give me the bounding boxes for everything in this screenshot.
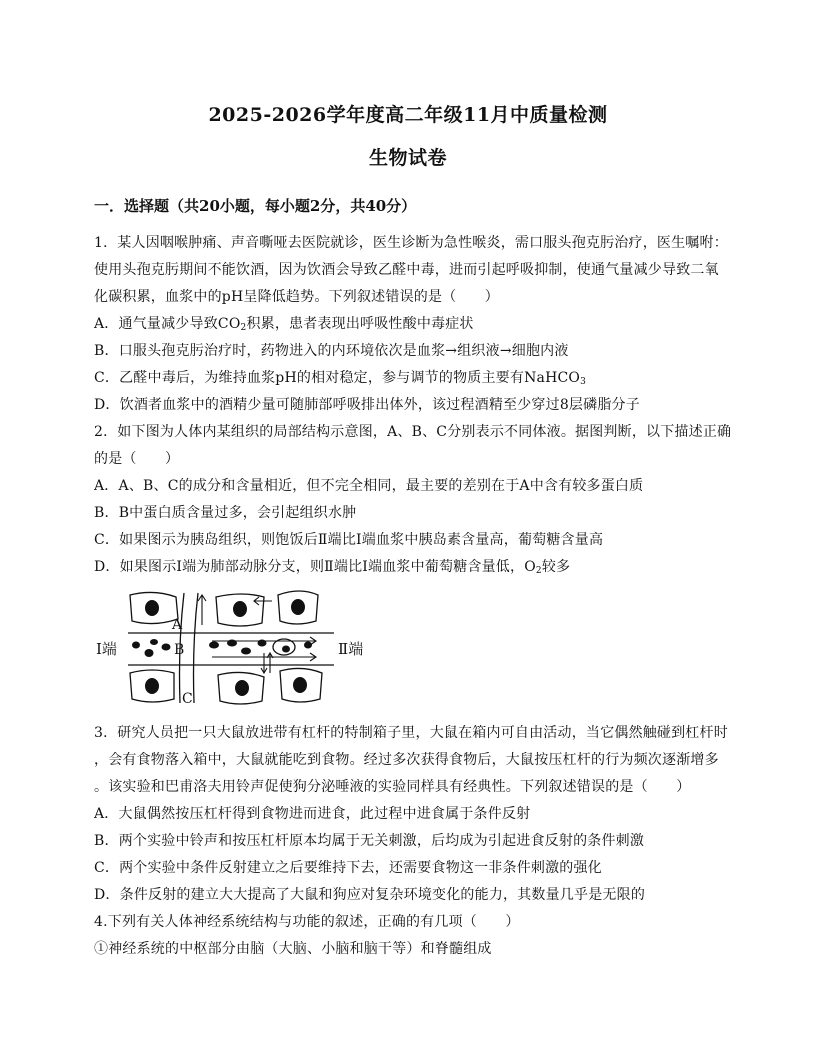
q2-option-d [94, 556, 734, 576]
lower-cell-1-nucleus [145, 678, 159, 694]
q2-option-a: A．A、B、C的成分和含量相近，但不完全相同，最主要的差别在于A中含有较多蛋白质 [94, 478, 644, 494]
q1-option-c [94, 367, 734, 387]
q3-option-a: A．大鼠偶然按压杠杆得到食物进而进食，此过程中进食属于条件反射 [94, 806, 531, 822]
blood-cell-5 [209, 642, 219, 649]
lymph-vessel-right-wall [194, 593, 199, 703]
q3-stem-line-1: 3．研究人员把一只大鼠放进带有杠杆的特制箱子里，大鼠在箱内可自由活动，当它偶然触碰到杠杆时 [94, 725, 728, 741]
blood-cell-9 [282, 646, 290, 653]
q3-option-d: D．条件反射的建立大大提高了大鼠和狗应对复杂环境变化的能力，其数量几乎是无限的 [94, 887, 646, 903]
q4-stem: 4.下列有关人体神经系统结构与功能的叙述，正确的有几项（ ） [94, 914, 520, 930]
tissue-structure-diagram [94, 585, 374, 713]
q2-option-d-text: D．如果图示Ⅰ端为肺部动脉分支，则Ⅱ端比Ⅰ端血浆中葡萄糖含量低，O [94, 559, 536, 575]
q2-option-d-subscript: 2 [535, 566, 542, 576]
blood-cell-1 [132, 642, 140, 649]
q1-option-a-subscript: 2 [240, 323, 247, 333]
section-heading: 一．选择题（共20小题，每小题2分，共40分） [94, 197, 417, 215]
label-end-ii: Ⅱ端 [338, 640, 364, 658]
q1-stem-line-1: 1．某人因咽喉肿痛、声音嘶哑去医院就诊，医生诊断为急性喉炎，需口服头孢克肟治疗，医生嘱咐： [94, 235, 728, 251]
label-a: A [172, 617, 183, 633]
q1-option-a-text: A．通气量减少导致CO [94, 316, 241, 332]
lower-cell-3-nucleus [293, 677, 307, 693]
label-b: B [174, 642, 185, 658]
lower-cell-2-nucleus [235, 680, 249, 696]
exam-subtitle: 生物试卷 [368, 147, 447, 169]
upper-cell-1-nucleus [145, 600, 159, 616]
blood-cell-3 [145, 649, 154, 657]
label-c: C [182, 691, 193, 707]
q2-option-c: C．如果图示为胰岛组织，则饱饭后Ⅱ端比Ⅰ端血浆中胰岛素含量高，葡萄糖含量高 [94, 532, 604, 548]
exam-title: 2025-2026学年度高二年级11月中质量检测 [208, 104, 608, 126]
q1-option-b: B．口服头孢克肟治疗时，药物进入的内环境依次是血浆→组织液→细胞内液 [94, 343, 569, 359]
blood-cell-7 [241, 648, 251, 655]
q1-option-c-text: C．乙醛中毒后，为维持血浆pH的相对稳定，参与调节的物质主要有NaHCO [94, 370, 581, 386]
q2-stem-line-1: 2．如下图为人体内某组织的局部结构示意图，A、B、C分别表示不同体液。据图判断，以下描述正确 [94, 424, 732, 440]
q3-option-b: B．两个实验中铃声和按压杠杆原本均属于无关刺激，后均成为引起进食反射的条件刺激 [94, 833, 645, 849]
upper-cell-3-nucleus [291, 599, 305, 615]
q1-option-a [94, 313, 734, 333]
q3-stem-line-3: 。该实验和巴甫洛夫用铃声促使狗分泌唾液的实验同样具有经典性。下列叙述错误的是（ ） [94, 779, 691, 795]
q1-option-c-subscript: 3 [580, 377, 587, 387]
q1-stem-line-2: 使用头孢克肟期间不能饮酒，因为饮酒会导致乙醛中毒，进而引起呼吸抑制，使通气量减少导致二氧 [94, 262, 719, 278]
q4-item-1: ①神经系统的中枢部分由脑（大脑、小脑和脑干等）和脊髓组成 [94, 941, 492, 957]
q2-stem-line-2: 的是（ ） [94, 451, 180, 467]
blood-cell-2 [150, 639, 158, 645]
q3-option-c: C．两个实验中条件反射建立之后要维持下去，还需要食物这一非条件刺激的强化 [94, 860, 602, 876]
q3-stem-line-2: ，会有食物落入箱中，大鼠就能吃到食物。经过多次获得食物后，大鼠按压杠杆的行为频次逐渐增多 [94, 752, 719, 768]
q2-option-d-text-end: 较多 [541, 559, 571, 575]
upper-cell-2-nucleus [233, 601, 247, 617]
q1-stem-line-3: 化碳积累，血浆中的pH呈降低趋势。下列叙述错误的是（ ） [94, 289, 499, 305]
label-end-i: Ⅰ端 [96, 640, 117, 658]
q2-option-b: B．B中蛋白质含量过多，会引起组织水肿 [94, 505, 357, 521]
q1-option-d: D．饮酒者血浆中的酒精少量可随肺部呼吸排出体外，该过程酒精至少穿过8层磷脂分子 [94, 397, 640, 413]
blood-cell-4 [162, 644, 171, 651]
q1-option-a-text-end: 积累，患者表现出呼吸性酸中毒症状 [246, 316, 474, 332]
